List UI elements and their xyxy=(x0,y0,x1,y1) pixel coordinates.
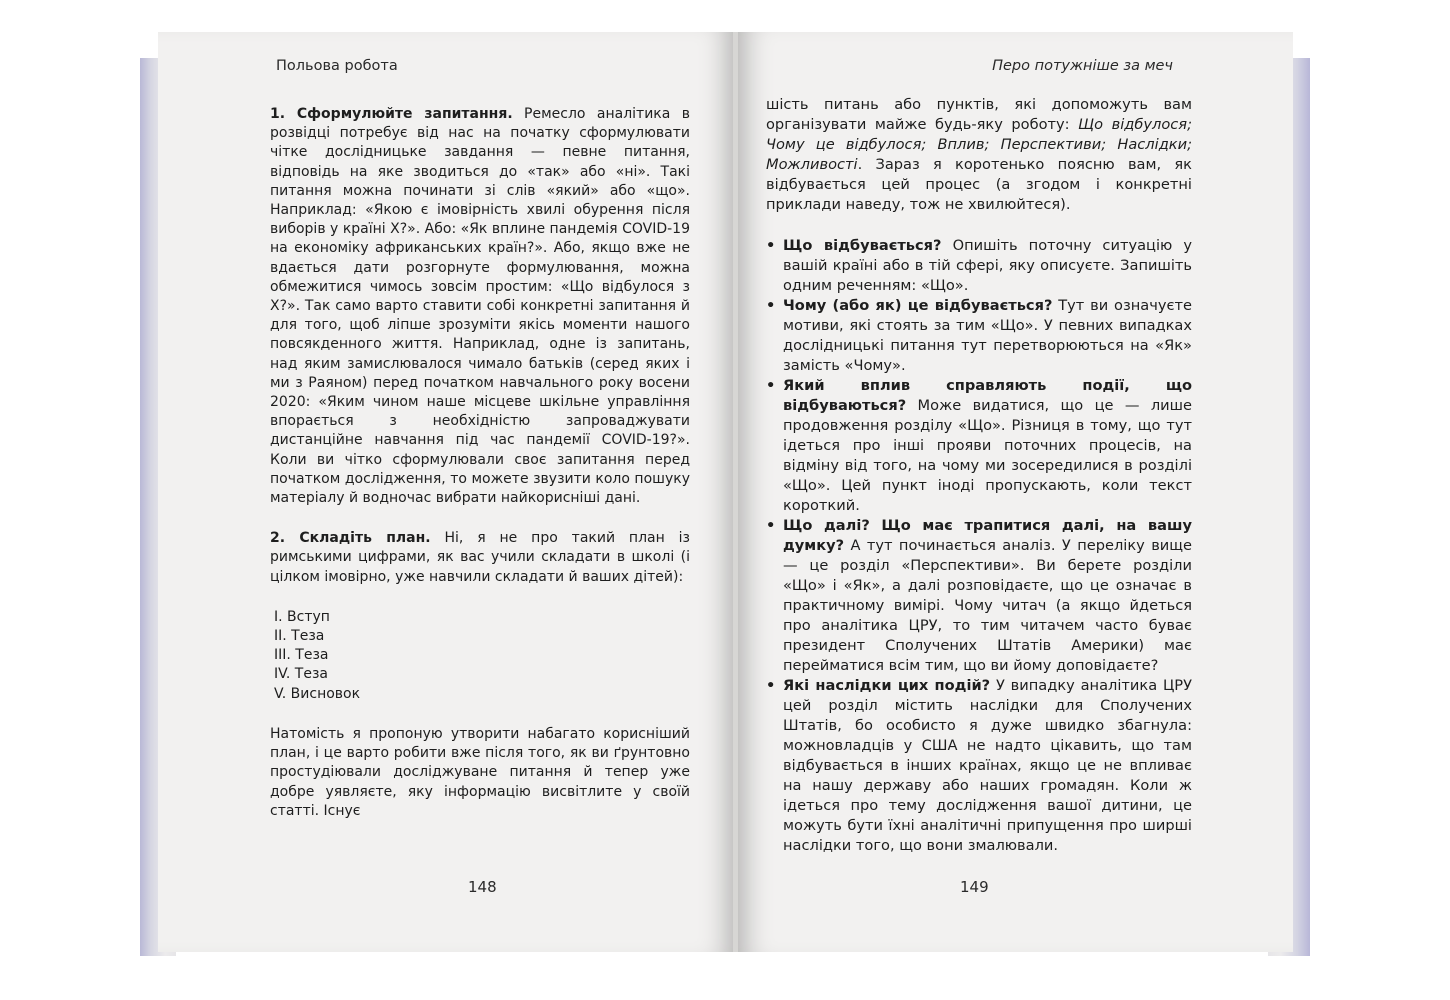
bullet-item xyxy=(766,516,1192,676)
outline-item: V. Висновок xyxy=(274,685,361,702)
outline-item: II. Теза xyxy=(274,628,325,645)
paragraph-six-questions xyxy=(766,95,1192,215)
bullet-heading: Які наслідки цих подій? xyxy=(783,677,991,694)
running-head-left: Польова робота xyxy=(276,58,398,74)
intro-italic-list: Що відбулося; Чому це відбулося; Вплив; Перспективи; Наслідки; Можливості xyxy=(766,116,1192,173)
bullet-item xyxy=(766,676,1192,856)
step-1-body: Ремесло аналітика в розвідці потребує від нас на початку сформулювати чітке дослідницьке завдання — певне питання, відповідь на яке зводиться до «так» або «ні». Такі питання можна починати зі слів «який» або «що». Наприклад: «Якою є імовірність хвилі обурення після виборів у країні X?». Або: «Як вплине пандемія COVID-19 на економіку африканських країн?». Або, якщо вже не вдається дати розгорнуте формулювання, можна обмежитися чимось зовсім простим: «Що відбулося з X?». Так само варто ставити собі конкретні запитання й для того, щоб ліпше зрозуміти якісь моменти нашого повсякденного життя. Наприклад, одне із запитань, над яким замислювалося чимало батьків (серед яких і ми з Раяном) перед початком навчального року восени 2020: «Яким чином наше місцеве шкільне управління впорається з необхідністю запроваджувати дистанційне навчання під час пандемії COVID-19?». Коли ви чітко сформулювали своє запитання перед початком дослідження, то можете звузити коло пошуку матеріалу й водночас вибрати найкорисніші дані. xyxy=(270,106,690,507)
outline-item: I. Вступ xyxy=(274,608,330,625)
step-2-body: Ні, я не про такий план із римськими цифрами, як вас учили складати в школі (і цілком імовірно, уже навчили складати й ваших дітей): xyxy=(270,530,690,585)
page-number-left: 148 xyxy=(468,878,497,896)
bullet-item xyxy=(766,376,1192,516)
right-page-text xyxy=(766,95,1192,856)
intro-start: шість питань або пунктів, які допоможуть вам організувати майже будь-яку роботу: xyxy=(766,96,1192,133)
outline-item: IV. Теза xyxy=(274,666,328,683)
bullet-heading: Чому (або як) це відбувається? xyxy=(783,297,1053,314)
bullet-body: Опишіть поточну ситуацію у вашій країні або в тій сфері, яку описуєте. Запишіть одним реченням: «Що». xyxy=(783,237,1192,294)
left-page-text xyxy=(270,105,690,821)
questions-bullet-list xyxy=(766,236,1192,856)
bullet-heading: Який вплив справляють події, що відбуваються? xyxy=(783,377,1192,414)
bullet-item xyxy=(766,296,1192,376)
paragraph-formulate-question xyxy=(270,105,690,508)
paragraph-make-plan xyxy=(270,529,690,587)
bullet-body: Тут ви означуєте мотиви, які стоять за тим «Що». У певних випадках дослідницькі питання тут перетворюються на «Як» замість «Чому». xyxy=(783,297,1192,374)
paragraph-instead: Натомість я пропоную утворити набагато корисніший план, і це варто робити вже після того, як ви ґрунтовно простудіювали досліджуване питання й тепер уже добре уявляєте, яку інформацію висвітлите у своїй статті. Існує xyxy=(270,725,690,819)
roman-outline-list xyxy=(274,608,690,704)
running-head-right: Перо потужніше за меч xyxy=(992,58,1173,74)
step-1-heading: 1. Сформулюйте запитання. xyxy=(270,106,513,122)
left-page xyxy=(158,32,734,952)
outline-item: III. Теза xyxy=(274,647,329,664)
bullet-item xyxy=(766,236,1192,296)
intro-end: . Зараз я коротенько поясню вам, як відбувається цей процес (а згодом і конкретні приклади наведу, тож не хвилюйтеся). xyxy=(766,156,1192,213)
bullet-body: У випадку аналітика ЦРУ цей розділ містить наслідки для Сполучених Штатів, бо особисто я дуже швидко збагнула: можновладців у США не надто цікавить, що там відбувається в інших країнах, якщо це не впливає на нашу державу або наших громадян. Коли ж ідеться про тему дослідження вашої дитини, це можуть бути їхні аналітичні припущення про ширші наслідки того, що вони змалювали. xyxy=(783,677,1192,854)
bullet-heading: Що відбувається? xyxy=(783,237,942,254)
step-2-heading: 2. Складіть план. xyxy=(270,530,431,547)
page-number-right: 149 xyxy=(960,878,989,896)
right-page xyxy=(738,32,1293,952)
bullet-body: Може видатися, що це — лише продовження розділу «Що». Різниця в тому, що тут ідеться про інші прояви поточних процесів, на відміну від того, на чому ми зосередилися в розділі «Що». Цей пункт іноді пропускають, коли текст короткий. xyxy=(783,397,1192,514)
bullet-body: А тут починається аналіз. У переліку вище — це розділ «Перспективи». Ви берете розділи «Що» і «Як», а далі розповідаєте, що це означає в практичному вимірі. Чому читач (а якщо йдеться про аналітика ЦРУ, то тим читачем часто буває президент Сполучених Штатів Америки) має перейматися всім тим, що ви йому доповідаєте? xyxy=(783,537,1192,674)
bullet-heading: Що далі? Що має трапитися далі, на вашу думку? xyxy=(783,517,1192,554)
